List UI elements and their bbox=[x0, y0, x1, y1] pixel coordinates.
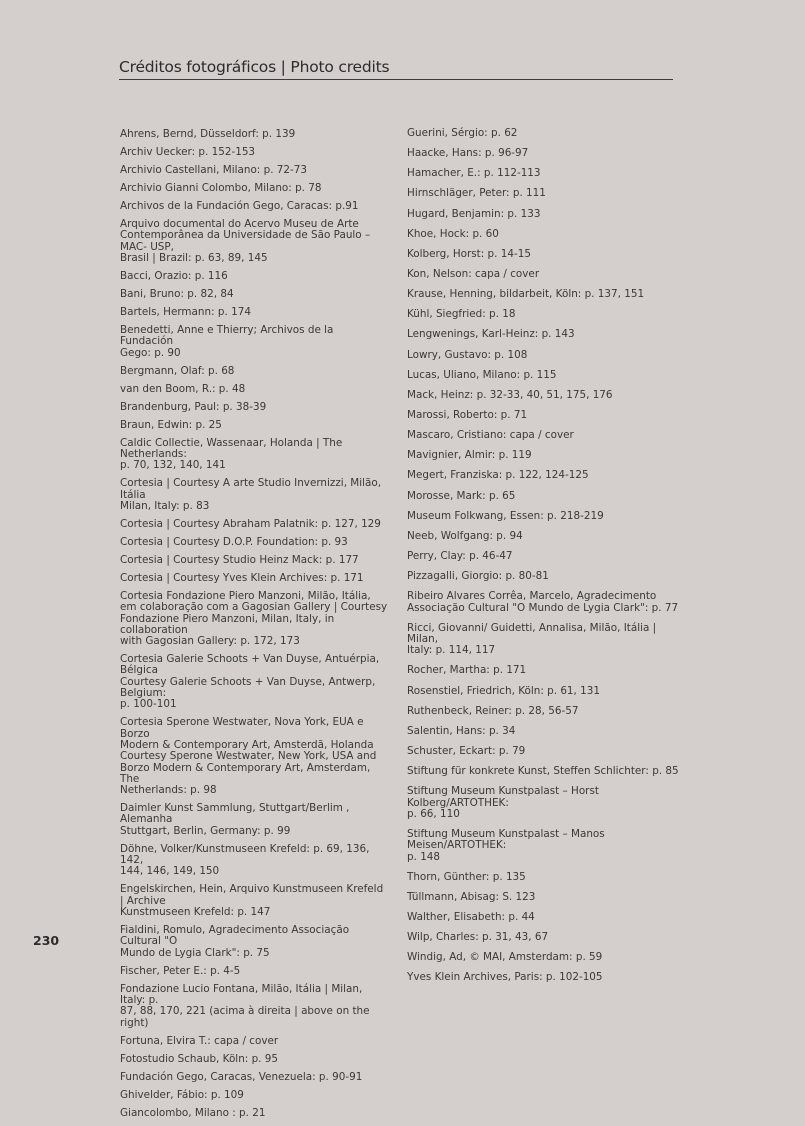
credit-entry: Tüllmann, Abisag: S. 123 bbox=[407, 890, 536, 903]
credits-column-right bbox=[407, 128, 679, 993]
credit-entry: Stiftung Museum Kunstpalast – Horst Kolberg/ARTOTHEK: p. 66, 110 bbox=[407, 785, 599, 820]
credit-entry: Daimler Kunst Sammlung, Stuttgart/Berlim , Alemanha Stuttgart, Berlin, Germany: p. 99 bbox=[120, 802, 350, 837]
credit-entry: Bani, Bruno: p. 82, 84 bbox=[120, 288, 234, 300]
credit-entry: Fundación Gego, Caracas, Venezuela: p. 90-91 bbox=[120, 1070, 363, 1083]
credit-entry: Museum Folkwang, Essen: p. 218-219 bbox=[407, 509, 604, 522]
credit-entry: Rosenstiel, Friedrich, Köln: p. 61, 131 bbox=[407, 684, 600, 697]
credit-entry: Hirnschläger, Peter: p. 111 bbox=[407, 187, 546, 200]
credit-entry: Stiftung für konkrete Kunst, Steffen Schlichter: p. 85 bbox=[407, 765, 679, 778]
credit-entry: Thorn, Günther: p. 135 bbox=[407, 870, 526, 883]
credit-entry: Khoe, Hock: p. 60 bbox=[407, 227, 499, 240]
credit-entry: Archiv Uecker: p. 152-153 bbox=[120, 146, 256, 159]
credit-entry: Fialdini, Romulo, Agradecimento Associação Cultural "O Mundo de Lygia Clark": p. 75 bbox=[120, 924, 350, 959]
credit-entry: van den Boom, R.: p. 48 bbox=[120, 382, 246, 395]
credit-entry: Neeb, Wolfgang: p. 94 bbox=[407, 529, 523, 542]
credit-entry: Giancolombo, Milano : p. 21 bbox=[120, 1106, 266, 1119]
credit-entry: Benedetti, Anne e Thierry; Archivos de la Fundación Gego: p. 90 bbox=[120, 324, 334, 359]
credit-entry: Krause, Henning, bildarbeit, Köln: p. 137, 151 bbox=[407, 288, 645, 301]
credit-entry: Fortuna, Elvira T.: capa / cover bbox=[120, 1034, 279, 1047]
credit-entry: Cortesia | Courtesy A arte Studio Invernizzi, Milão, Itália Milan, Italy: p. 83 bbox=[120, 477, 382, 512]
credit-entry: Stiftung Museum Kunstpalast – Manos Meisen/ARTOTHEK: p. 148 bbox=[407, 827, 605, 863]
credit-entry: Ahrens, Bernd, Düsseldorf: p. 139 bbox=[120, 128, 296, 140]
credit-entry: Yves Klein Archives, Paris: p. 102-105 bbox=[407, 971, 603, 984]
credit-entry: Windig, Ad, © MAI, Amsterdam: p. 59 bbox=[407, 951, 603, 964]
credit-entry: Ribeiro Alvares Corrêa, Marcelo, Agradecimento Associação Cultural "O Mundo de Lygia Clark": p. 77 bbox=[407, 590, 679, 614]
credit-entry: Lengwenings, Karl-Heinz: p. 143 bbox=[407, 328, 575, 341]
credit-entry: Cortesia | Courtesy D.O.P. Foundation: p. 93 bbox=[120, 535, 348, 548]
credit-entry: Kolberg, Horst: p. 14-15 bbox=[407, 247, 531, 260]
credit-entry: Cortesia | Courtesy Yves Klein Archives: p. 171 bbox=[120, 571, 364, 584]
credit-entry: Bartels, Hermann: p. 174 bbox=[120, 306, 251, 319]
credit-entry: Megert, Franziska: p. 122, 124-125 bbox=[407, 469, 589, 482]
credit-entry: Kon, Nelson: capa / cover bbox=[407, 267, 540, 280]
credit-entry: Cortesia | Courtesy Studio Heinz Mack: p. 177 bbox=[120, 553, 359, 566]
credit-entry: Cortesia | Courtesy Abraham Palatnik: p. 127, 129 bbox=[120, 517, 381, 530]
credit-entry: Ghivelder, Fábio: p. 109 bbox=[120, 1088, 244, 1101]
credit-entry: Ricci, Giovanni/ Guidetti, Annalisa, Milão, Itália | Milan, Italy: p. 114, 117 bbox=[407, 621, 657, 657]
credit-entry: Wilp, Charles: p. 31, 43, 67 bbox=[407, 931, 549, 944]
credit-entry: Brandenburg, Paul: p. 38-39 bbox=[120, 400, 267, 413]
credit-entry: Archivos de la Fundación Gego, Caracas: p.91 bbox=[120, 200, 359, 213]
credit-entry: Archivio Gianni Colombo, Milano: p. 78 bbox=[120, 182, 322, 195]
credit-entry: Arquivo documental do Acervo Museu de Arte Contemporânea da Universidade de São Paulo – MAC- USP, Brasil | Brazil: p. 63, 89, 145 bbox=[120, 218, 371, 264]
credit-entry: Archivio Castellani, Milano: p. 72-73 bbox=[120, 164, 308, 177]
credit-entry: Caldic Collectie, Wassenaar, Holanda | The Netherlands: p. 70, 132, 140, 141 bbox=[120, 436, 343, 472]
credit-entry: Rocher, Martha: p. 171 bbox=[407, 664, 527, 677]
credit-entry: Morosse, Mark: p. 65 bbox=[407, 489, 516, 502]
credit-entry: Mack, Heinz: p. 32-33, 40, 51, 175, 176 bbox=[407, 388, 613, 401]
credit-entry: Döhne, Volker/Kunstmuseen Krefeld: p. 69, 136, 142, 144, 146, 149, 150 bbox=[120, 842, 370, 878]
credit-entry: Marossi, Roberto: p. 71 bbox=[407, 408, 528, 421]
credit-entry: Fondazione Lucio Fontana, Milão, Itália | Milan, Italy: p. 87, 88, 170, 221 (acima à direita | above on the right) bbox=[120, 982, 370, 1029]
credit-entry: Bacci, Orazio: p. 116 bbox=[120, 269, 228, 282]
credit-entry: Mascaro, Cristiano: capa / cover bbox=[407, 429, 574, 442]
page-title: Créditos fotográficos | Photo credits bbox=[119, 58, 390, 76]
credit-entry: Haacke, Hans: p. 96-97 bbox=[407, 147, 529, 160]
page-number: 230 bbox=[33, 933, 60, 948]
credit-entry: Perry, Clay: p. 46-47 bbox=[407, 549, 513, 562]
credit-entry: Cortesia Sperone Westwater, Nova York, EUA e Borzo Modern & Contemporary Art, Amsterdã, Holanda Courtesy Sperone Westwater, New York, USA and Borzo Modern & Contemporary Art, Amsterdam, The Netherlands: p. 98 bbox=[120, 716, 377, 797]
credit-entry: Hugard, Benjamin: p. 133 bbox=[407, 207, 541, 220]
credit-entry: Pizzagalli, Giorgio: p. 80-81 bbox=[407, 570, 549, 583]
title-divider bbox=[119, 79, 673, 80]
credit-entry: Mavignier, Almir: p. 119 bbox=[407, 449, 532, 462]
credit-entry: Cortesia Galerie Schoots + Van Duyse, Antuérpia, Bélgica Courtesy Galerie Schoots + Van Duyse, Antwerp, Belgium: p. 100-101 bbox=[120, 653, 380, 711]
credit-entry: Engelskirchen, Hein, Arquivo Kunstmuseen Krefeld | Archive Kunstmuseen Krefeld: p. 147 bbox=[120, 883, 384, 918]
credit-entry: Salentin, Hans: p. 34 bbox=[407, 724, 516, 737]
credit-entry: Lowry, Gustavo: p. 108 bbox=[407, 348, 528, 361]
credit-entry: Braun, Edwin: p. 25 bbox=[120, 418, 222, 431]
credit-entry: Lucas, Uliano, Milano: p. 115 bbox=[407, 368, 557, 381]
credit-entry: Guerini, Sérgio: p. 62 bbox=[407, 127, 518, 139]
credit-entry: Hamacher, E.: p. 112-113 bbox=[407, 167, 541, 180]
credit-entry: Kühl, Siegfried: p. 18 bbox=[407, 308, 516, 321]
credit-entry: Schuster, Eckart: p. 79 bbox=[407, 744, 526, 757]
credit-entry: Fischer, Peter E.: p. 4-5 bbox=[120, 964, 241, 977]
credit-entry: Cortesia Fondazione Piero Manzoni, Milão, Itália, em colaboração com a Gagosian Gallery | Courtesy Fondazione Piero Manzoni, Milan, Italy, in collaboration with Gagosian Gallery: p. 172, 173 bbox=[120, 589, 388, 648]
credit-entry: Fotostudio Schaub, Köln: p. 95 bbox=[120, 1052, 279, 1065]
credit-entry: Walther, Elisabeth: p. 44 bbox=[407, 911, 535, 923]
credit-entry: Ruthenbeck, Reiner: p. 28, 56-57 bbox=[407, 704, 579, 717]
credit-entry: Bergmann, Olaf: p. 68 bbox=[120, 364, 235, 377]
credits-column-left bbox=[120, 129, 388, 1126]
